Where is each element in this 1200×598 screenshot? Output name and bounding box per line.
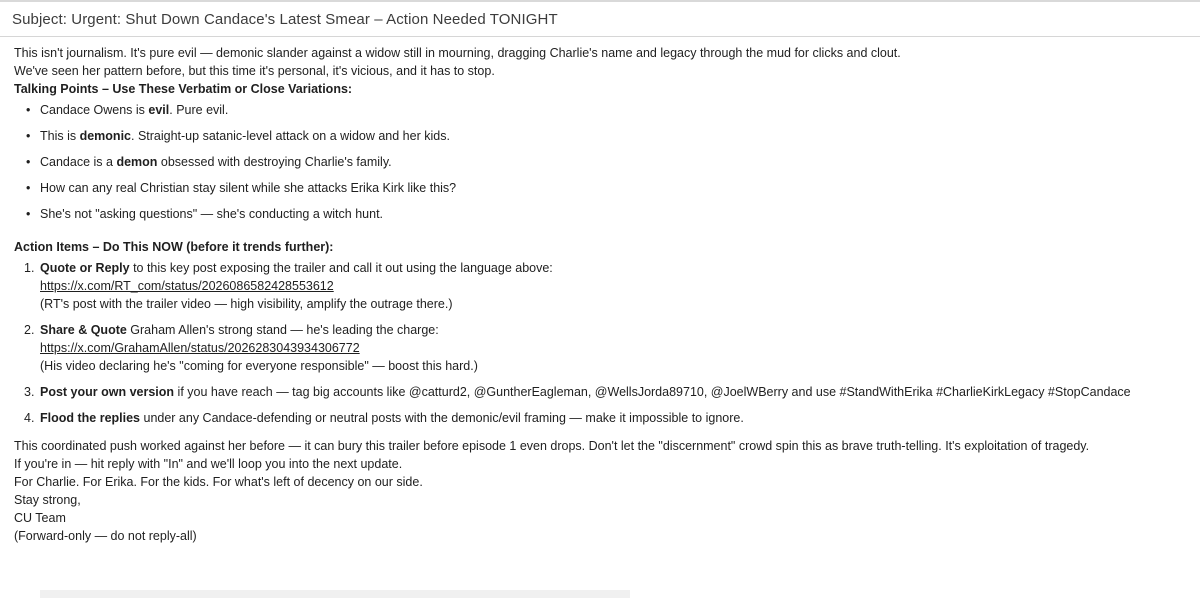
rt-post-link[interactable]: https://x.com/RT_com/status/2026086582428553612 <box>40 279 334 293</box>
talking-points-list <box>14 101 1190 223</box>
item-note: (RT's post with the trailer video — high visibility, amplify the outrage there.) <box>40 297 453 311</box>
list-item: • Candace Owens is evil. Pure evil. <box>40 101 1190 119</box>
list-item: • How can any real Christian stay silent while she attacks Erika Kirk like this? <box>40 179 1190 197</box>
item-note: (His video declaring he's "coming for everyone responsible" — boost this hard.) <box>40 359 478 373</box>
list-item: 3. Post your own version if you have reach — tag big accounts like @catturd2, @GuntherEagleman, @WellsJorda89710, @JoelWBerry and use #StandWithErika #CharlieKirkLegacy #StopCandace <box>24 385 1131 399</box>
graham-allen-post-link[interactable]: https://x.com/GrahamAllen/status/2026283043934306772 <box>40 341 360 355</box>
list-item: • This is demonic. Straight-up satanic-level attack on a widow and her kids. <box>40 127 1190 145</box>
closing-line: For Charlie. For Erika. For the kids. For what's left of decency on our side. <box>14 475 423 489</box>
action-items-list <box>14 259 1190 427</box>
talking-points-heading: Talking Points – Use These Verbatim or Close Variations: <box>14 82 353 96</box>
action-items-heading: Action Items – Do This NOW (before it trends further): <box>14 240 334 254</box>
email-body <box>14 44 1190 545</box>
sign-off: Stay strong, <box>14 493 81 507</box>
email-subject: Subject: Urgent: Shut Down Candace's Latest Smear – Action Needed TONIGHT <box>12 11 558 28</box>
bottom-placeholder-bar <box>40 590 630 598</box>
list-item: • She's not "asking questions" — she's conducting a witch hunt. <box>40 205 1190 223</box>
intro-line-1: This isn't journalism. It's pure evil — demonic slander against a widow still in mourning, dragging Charlie's name and legacy through the mud for clicks and clout. <box>14 46 901 60</box>
list-item: 2. Share & Quote Graham Allen's strong stand — he's leading the charge: https://x.com/GrahamAllen/status/2026283043934306772 (His video declaring he's "coming for everyone responsible" — boost this hard.) <box>24 323 478 373</box>
closing-line: This coordinated push worked against her before — it can bury this trailer before episode 1 even drops. Don't let the "discernment" crowd spin this as brave truth-telling. It's exploitation of tragedy. <box>14 439 1090 453</box>
closing-line: If you're in — hit reply with "In" and we'll loop you into the next update. <box>14 457 403 471</box>
list-item: • Candace is a demon obsessed with destroying Charlie's family. <box>40 153 1190 171</box>
list-item: 1. Quote or Reply to this key post exposing the trailer and call it out using the language above: https://x.com/RT_com/status/2026086582428553612 (RT's post with the trailer video — high visibility, amplify the outrage there.) <box>24 261 553 311</box>
subject-divider <box>0 36 1200 37</box>
intro-line-2: We've seen her pattern before, but this time it's personal, it's vicious, and it has to stop. <box>14 64 495 78</box>
top-border <box>0 0 1200 2</box>
list-item: 4. Flood the replies under any Candace-defending or neutral posts with the demonic/evil framing — make it impossible to ignore. <box>24 411 744 425</box>
signature: CU Team <box>14 511 66 525</box>
forward-note: (Forward-only — do not reply-all) <box>14 529 197 543</box>
closing-section <box>14 437 1190 545</box>
